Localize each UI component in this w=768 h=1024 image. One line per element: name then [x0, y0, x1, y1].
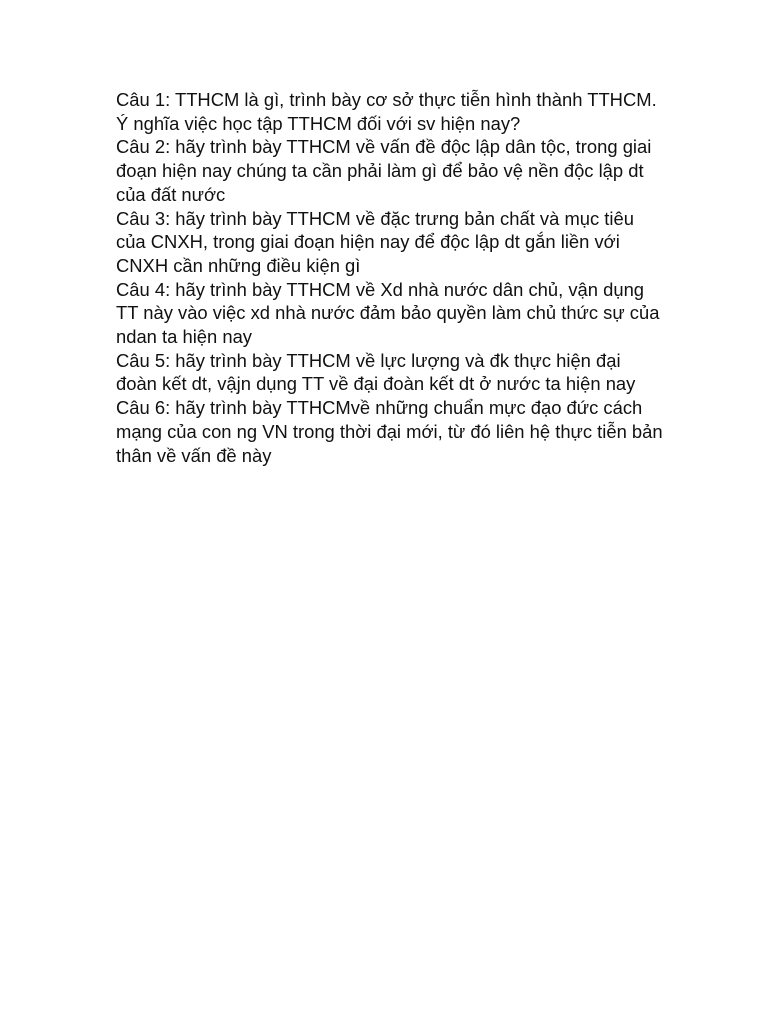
question-3: Câu 3: hãy trình bày TTHCM về đặc trưng bản chất và mục tiêu của CNXH, trong giai đoạn hiện nay để độc lập dt gắn liền với CNXH cần những điều kiện gì	[116, 207, 634, 276]
question-5: Câu 5: hãy trình bày TTHCM về lực lượng và đk thực hiện đại đoàn kết dt, vậjn dụng TT về đại đoàn kết dt ở nước ta hiện nay	[116, 349, 636, 395]
document-body	[116, 88, 664, 467]
question-2: Câu 2: hãy trình bày TTHCM về vấn đề độc lập dân tộc, trong giai đoạn hiện nay chúng ta cần phải làm gì để bảo vệ nền độc lập dt của đất nước	[116, 136, 652, 205]
question-6: Câu 6: hãy trình bày TTHCMvề những chuẩn mực đạo đức cách mạng của con ng VN trong thời đại mới, từ đó liên hệ thực tiễn bản thân về vấn đề này	[116, 397, 663, 466]
question-4: Câu 4: hãy trình bày TTHCM về Xd nhà nước dân chủ, vận dụng TT này vào việc xd nhà nước đảm bảo quyền làm chủ thức sự của ndan ta hiện nay	[116, 278, 660, 348]
question-1: Câu 1: TTHCM là gì, trình bày cơ sở thực tiễn hình thành TTHCM. Ý nghĩa việc học tập TTHCM đối với sv hiện nay?	[116, 89, 657, 134]
